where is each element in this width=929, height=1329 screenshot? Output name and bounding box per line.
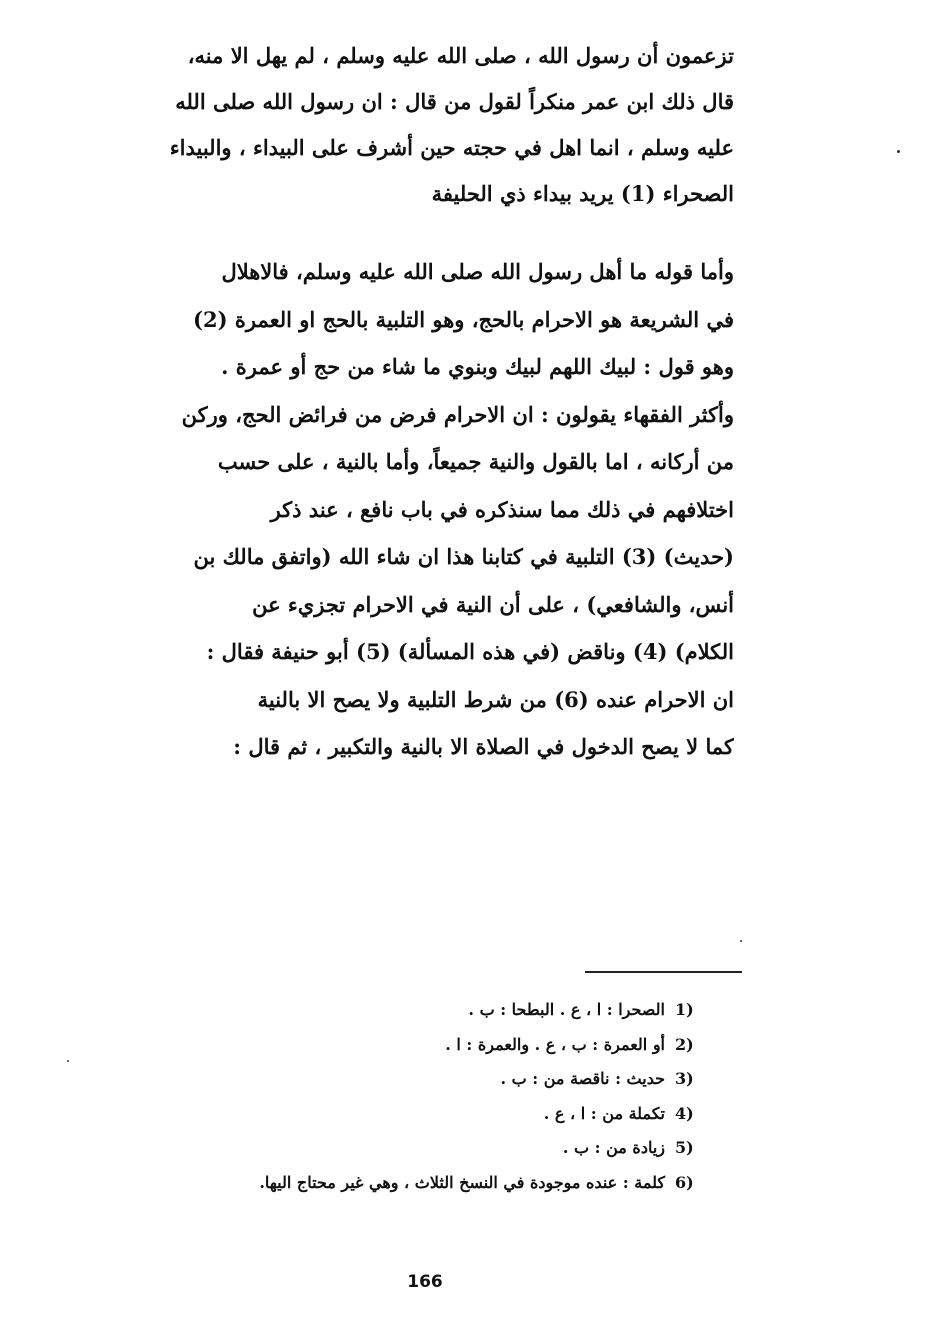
- footnote-separator: [585, 971, 742, 973]
- paragraph-2: [84, 248, 734, 771]
- footnote-item: [121, 993, 701, 1028]
- footnote-item: [121, 1062, 701, 1097]
- footnote-number: 6): [675, 1172, 694, 1192]
- text-line: كما لا يصح الدخول في الصلاة الا بالنية والتكبير ، ثم قال :: [233, 734, 734, 759]
- text-line: اختلافهم في ذلك مما سنذكره في باب نافع ، عند ذكر: [270, 496, 734, 522]
- footnote-text: كلمة : عنده موجودة في النسخ الثلاث ، وهي غير محتاج اليها.: [259, 1172, 665, 1192]
- footnote-number: 1): [675, 1000, 694, 1019]
- text-line: وأكثر الفقهاء يقولون : ان الاحرام فرض من فرائض الحج، وركن: [181, 401, 734, 427]
- text-line: ان الاحرام عنده (6) من شرط التلبية ولا يصح الا بالنية: [257, 686, 734, 712]
- page-number: 166: [407, 1272, 443, 1292]
- footnote-item: [121, 1166, 701, 1201]
- paragraph-1: [84, 33, 734, 217]
- text-line: عليه وسلم ، انما اهل في حجته حين أشرف على البيداء ، والبيداء: [169, 135, 734, 160]
- footnote-text: حديث : ناقصة من : ب .: [500, 1069, 665, 1088]
- footnote-number: 3): [675, 1069, 694, 1088]
- text-line: قال ذلك ابن عمر منكراً لقول من قال : ان رسول الله صلى الله: [175, 89, 734, 114]
- text-line: الكلام) (4) وناقض (في هذه المسألة) (5) أبو حنيفة فقال :: [206, 639, 734, 664]
- text-line: (حديث) (3) التلبية في كتابنا هذا ان شاء الله (واتفق مالك بن: [193, 544, 734, 569]
- footnote-item: [121, 1097, 701, 1132]
- footnote-number: 5): [675, 1138, 694, 1157]
- text-line: وأما قوله ما أهل رسول الله صلى الله عليه وسلم، فالاهلال: [221, 259, 734, 284]
- text-line: في الشريعة هو الاحرام بالحج، وهو التلبية بالحج او العمرة (2): [193, 306, 734, 332]
- footnote-item: [121, 1028, 701, 1063]
- text-line: أنس، والشافعي) ، على أن النية في الاحرام تجزيء عن: [252, 591, 734, 617]
- text-line: وهو قول : لبيك اللهم لبيك وبنوي ما شاء من حج أو عمرة .: [221, 354, 734, 379]
- text-line: من أركانه ، اما بالقول والنية جميعاً، وأما بالنية ، على حسب: [217, 449, 734, 474]
- text-line: الصحراء (1) يريد بيداء ذي الحليفة: [431, 181, 734, 206]
- footnotes: [121, 993, 701, 1200]
- footnote-text: زيادة من : ب .: [562, 1138, 665, 1157]
- footnote-number: 4): [675, 1103, 694, 1123]
- scan-speck: [67, 1060, 69, 1062]
- footnote-number: 2): [675, 1034, 694, 1054]
- scan-speck: [897, 150, 900, 153]
- footnote-item: [121, 1131, 701, 1166]
- footnote-text: أو العمرة : ب ، ع . والعمرة : ا .: [445, 1034, 665, 1054]
- scan-speck: [740, 940, 742, 942]
- footnote-text: تكملة من : ا ، ع .: [543, 1103, 665, 1123]
- text-line: تزعمون أن رسول الله ، صلى الله عليه وسلم ، لم يهل الا منه،: [187, 43, 734, 68]
- footnote-text: الصحرا : ا ، ع . البطحا : ب .: [468, 1000, 665, 1019]
